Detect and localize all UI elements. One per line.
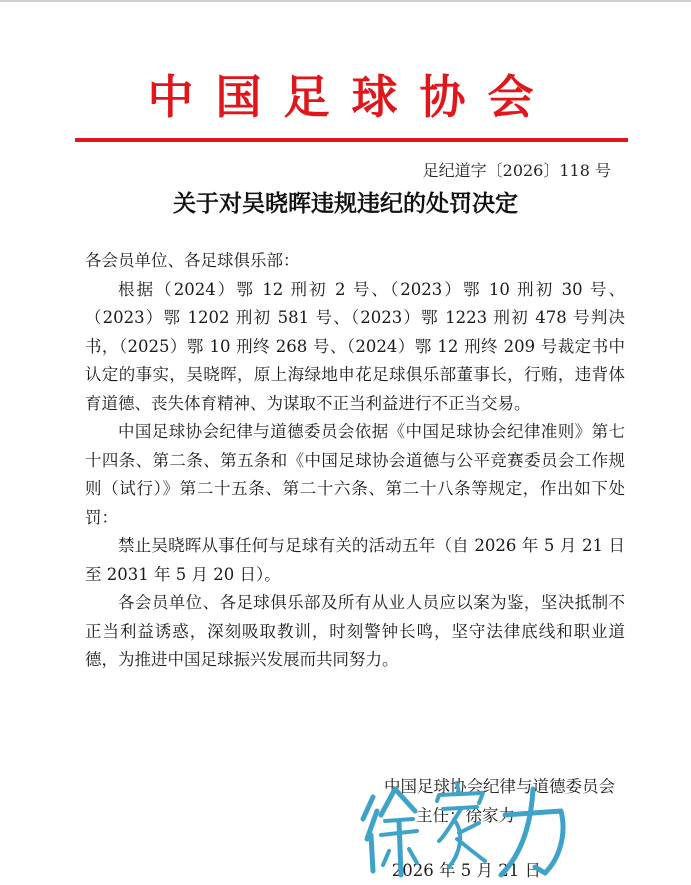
signature-block	[295, 772, 615, 830]
chairman-name: 主任：徐家力	[416, 806, 515, 825]
document-title: 关于对吴晓晖违规违纪的处罚决定	[173, 191, 518, 217]
org-letterhead-title: 中国足球协会	[147, 70, 556, 124]
paragraph-warning: 各会员单位、各足球俱乐部及所有从业人员应以案为鉴，坚决抵制不正当利益诱惑，深刻吸取教训，时刻警钟长鸣，坚守法律底线和职业道德，为推进中国足球振兴发展而共同努力。	[85, 593, 625, 669]
document-date: 2026 年 5 月 21 日	[391, 861, 541, 880]
paragraph-facts: 根据（2024）鄂 12 刑初 2 号、（2023）鄂 10 刑初 30 号、（2023）鄂 1202 刑初 581 号、（2023）鄂 1223 刑初 478 号判决书，（2025）鄂 10 刑终 268 号、（2024）鄂 12 刑终 209 号裁定书中认定的事实，吴晓晖，原上海绿地申花足球俱乐部董事长，行贿，违背体育道德、丧失体育精神、为谋取不正当利益进行不正当交易。	[85, 279, 625, 413]
salutation: 各会员单位、各足球俱乐部：	[85, 251, 300, 270]
paragraph-basis: 中国足球协会纪律与道德委员会依据《中国足球协会纪律准则》第七十四条、第二条、第五条和《中国足球协会道德与公平竞赛委员会工作规则（试行）》第二十五条、第二十六条、第二十八条等规定，作出如下处罚：	[85, 422, 625, 527]
letterhead-red-rule	[75, 138, 628, 142]
document-number: 足纪道字〔2026〕118 号	[422, 161, 611, 180]
committee-name: 中国足球协会纪律与道德委员会	[384, 777, 615, 796]
document-body	[85, 247, 625, 675]
paragraph-penalty: 禁止吴晓晖从事任何与足球有关的活动五年（自 2026 年 5 月 21 日至 2031 年 5 月 20 日）。	[85, 536, 625, 584]
page-top-border	[0, 0, 691, 2]
